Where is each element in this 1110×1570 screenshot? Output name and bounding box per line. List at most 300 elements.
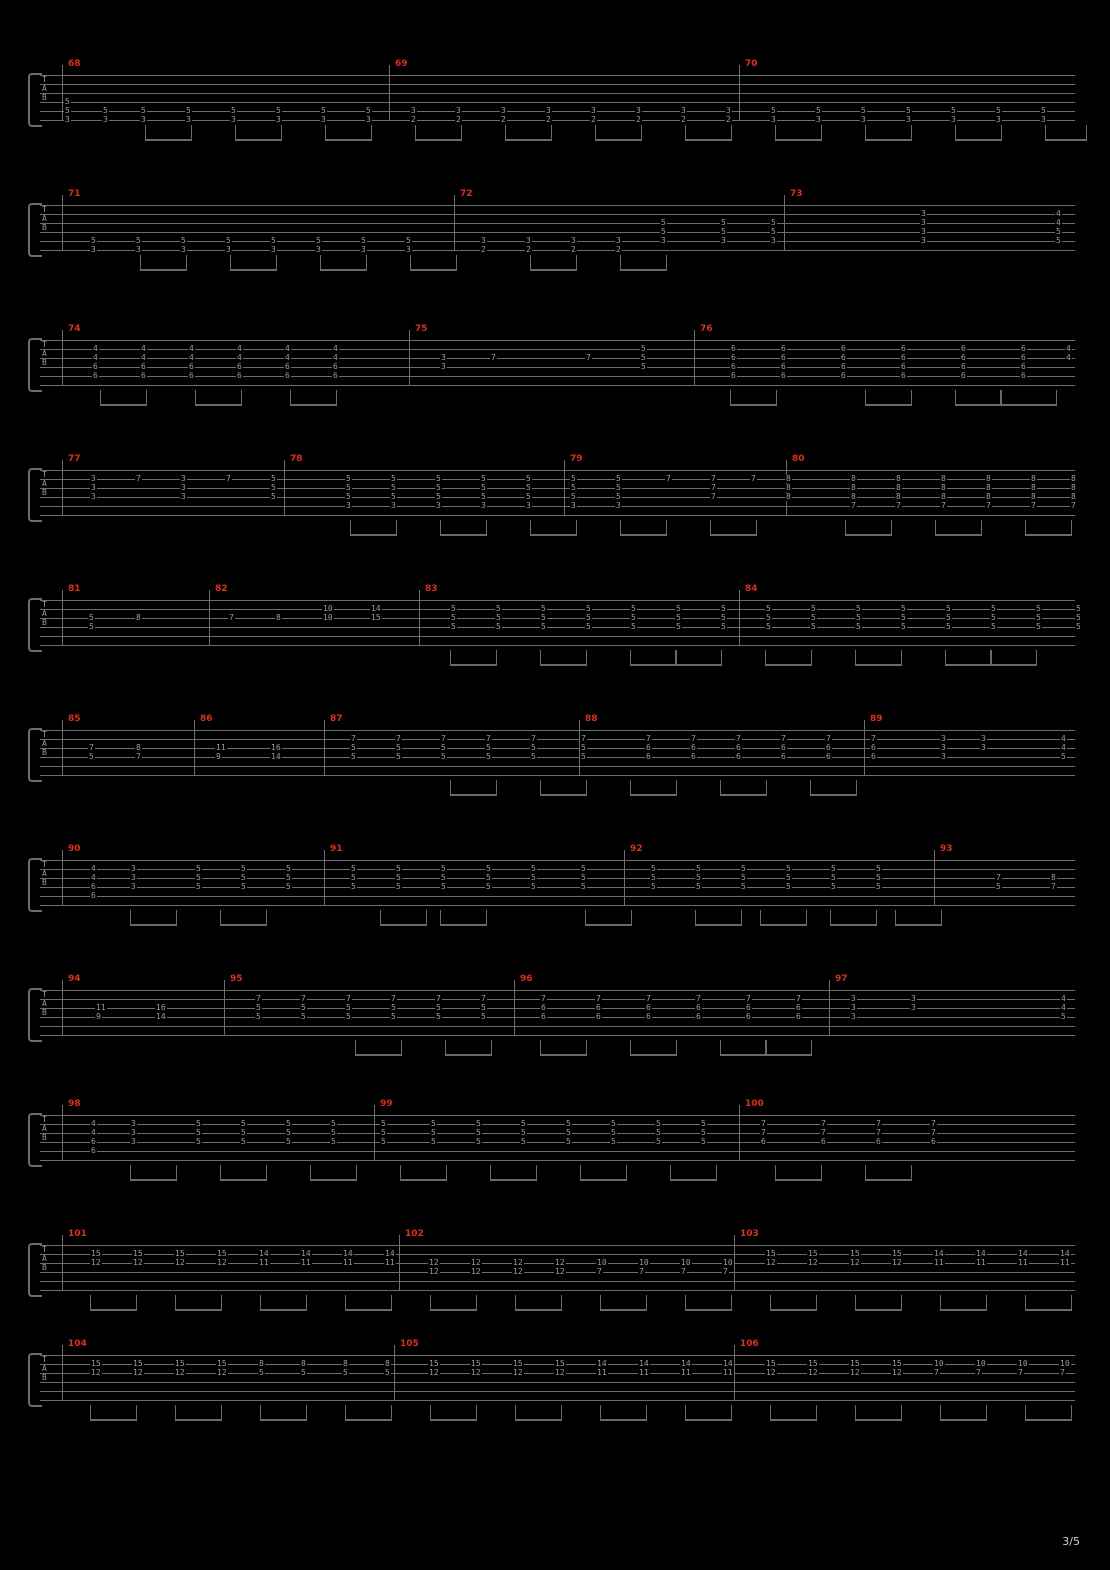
fret-number: 6 — [237, 371, 242, 380]
fret-number: 5 — [571, 492, 576, 501]
fret-number: 5 — [901, 613, 906, 622]
measure-number: 84 — [745, 584, 758, 594]
staff-system — [40, 59, 1075, 124]
fret-number: 5 — [1036, 613, 1041, 622]
fret-number: 6 — [961, 353, 966, 362]
page-number: 3/5 — [1062, 1535, 1080, 1548]
fret-number: 5 — [566, 1119, 571, 1128]
fret-number: 5 — [276, 106, 281, 115]
fret-number: 3 — [981, 743, 986, 752]
fret-number: 5 — [831, 864, 836, 873]
measure-number: 70 — [745, 59, 758, 69]
beam-group — [720, 780, 767, 796]
fret-number: 3 — [441, 353, 446, 362]
beam-group — [770, 1405, 817, 1421]
fret-number: 8 — [851, 483, 856, 492]
fret-number: 15 — [892, 1359, 902, 1368]
fret-number: 15 — [850, 1249, 860, 1258]
fret-number: 3 — [231, 115, 236, 124]
beam-group — [830, 910, 877, 926]
fret-number: 12 — [513, 1267, 523, 1276]
measure-number: 97 — [835, 974, 848, 984]
fret-number: 2 — [591, 115, 596, 124]
fret-number: 5 — [346, 474, 351, 483]
fret-number: 5 — [766, 604, 771, 613]
fret-number: 9 — [96, 1012, 101, 1021]
fret-number: 7 — [1051, 882, 1056, 891]
fret-number: 3 — [411, 106, 416, 115]
fret-number: 6 — [901, 344, 906, 353]
fret-number: 3 — [131, 1128, 136, 1137]
fret-number: 4 — [285, 353, 290, 362]
fret-number: 6 — [1021, 353, 1026, 362]
fret-number: 5 — [701, 1137, 706, 1146]
fret-number: 5 — [286, 873, 291, 882]
fret-number: 5 — [721, 604, 726, 613]
barline — [62, 330, 63, 386]
fret-number: 6 — [876, 1137, 881, 1146]
fret-number: 5 — [103, 106, 108, 115]
fret-number: 15 — [217, 1249, 227, 1258]
beam-group — [380, 910, 427, 926]
measure-number: 88 — [585, 714, 598, 724]
beam-group — [450, 780, 497, 796]
fret-number: 3 — [941, 734, 946, 743]
beam-group — [515, 1295, 562, 1311]
fret-number: 8 — [941, 483, 946, 492]
fret-number: 6 — [731, 371, 736, 380]
fret-number: 5 — [259, 1368, 264, 1377]
fret-number: 5 — [241, 1137, 246, 1146]
fret-number: 6 — [761, 1137, 766, 1146]
beam-group — [810, 780, 857, 796]
fret-number: 5 — [1076, 613, 1081, 622]
fret-number: 6 — [237, 362, 242, 371]
fret-number: 8 — [786, 474, 791, 483]
fret-number: 15 — [371, 613, 381, 622]
fret-number: 6 — [189, 362, 194, 371]
fret-number: 5 — [436, 483, 441, 492]
barline — [389, 65, 390, 121]
fret-number: 7 — [226, 474, 231, 483]
fret-number: 3 — [921, 227, 926, 236]
fret-number: 3 — [391, 501, 396, 510]
fret-number: 3 — [681, 106, 686, 115]
fret-number: 5 — [231, 106, 236, 115]
fret-number: 7 — [723, 1267, 728, 1276]
fret-number: 5 — [951, 106, 956, 115]
fret-number: 8 — [986, 483, 991, 492]
fret-number: 3 — [981, 734, 986, 743]
tab-staff — [40, 1229, 1075, 1291]
fret-number: 4 — [285, 344, 290, 353]
fret-number: 5 — [241, 1128, 246, 1137]
beam-group — [130, 910, 177, 926]
fret-number: 5 — [346, 1012, 351, 1021]
fret-number: 7 — [711, 483, 716, 492]
fret-number: 7 — [586, 353, 591, 362]
fret-number: 5 — [656, 1137, 661, 1146]
beam-group — [100, 390, 147, 406]
fret-number: 12 — [555, 1258, 565, 1267]
fret-number: 6 — [691, 743, 696, 752]
tab-staff — [40, 974, 1075, 1036]
beam-group — [410, 255, 457, 271]
fret-number: 15 — [808, 1359, 818, 1368]
fret-number: 8 — [1071, 483, 1076, 492]
measure-number: 82 — [215, 584, 228, 594]
fret-number: 15 — [175, 1249, 185, 1258]
measure-number: 71 — [68, 189, 81, 199]
fret-number: 5 — [286, 882, 291, 891]
beam-group — [595, 125, 642, 141]
barline — [62, 1105, 63, 1161]
tab-staff — [40, 189, 1075, 254]
fret-number: 5 — [531, 864, 536, 873]
fret-number: 7 — [691, 734, 696, 743]
fret-number: 4 — [91, 1128, 96, 1137]
measure-number: 72 — [460, 189, 473, 199]
fret-number: 5 — [476, 1119, 481, 1128]
fret-number: 5 — [406, 236, 411, 245]
fret-number: 8 — [786, 483, 791, 492]
fret-number: 12 — [808, 1258, 818, 1267]
fret-number: 7 — [396, 734, 401, 743]
measure-number: 92 — [630, 844, 643, 854]
fret-number: 5 — [696, 864, 701, 873]
barline — [694, 330, 695, 386]
staff-lines — [40, 470, 1075, 516]
fret-number: 8 — [941, 474, 946, 483]
fret-number: 7 — [871, 734, 876, 743]
fret-number: 3 — [181, 245, 186, 254]
fret-number: 5 — [676, 613, 681, 622]
fret-number: 6 — [691, 752, 696, 761]
fret-number: 5 — [316, 236, 321, 245]
beam-group — [310, 1165, 357, 1181]
barline — [564, 460, 565, 516]
fret-number: 4 — [91, 864, 96, 873]
fret-number: 6 — [646, 743, 651, 752]
fret-number: 10 — [323, 613, 333, 622]
fret-number: 3 — [131, 1137, 136, 1146]
measure-number: 75 — [415, 324, 428, 334]
barline — [734, 1235, 735, 1291]
fret-number: 3 — [661, 236, 666, 245]
fret-number: 3 — [406, 245, 411, 254]
fret-number: 6 — [821, 1137, 826, 1146]
fret-number: 5 — [541, 604, 546, 613]
fret-number: 2 — [456, 115, 461, 124]
measure-number: 69 — [395, 59, 408, 69]
fret-number: 5 — [991, 622, 996, 631]
fret-number: 5 — [641, 353, 646, 362]
fret-number: 5 — [486, 743, 491, 752]
fret-number: 5 — [391, 483, 396, 492]
fret-number: 3 — [481, 501, 486, 510]
fret-number: 6 — [901, 362, 906, 371]
fret-number: 7 — [681, 1267, 686, 1276]
system-brace — [28, 1353, 42, 1407]
fret-number: 7 — [1071, 501, 1076, 510]
tab-staff — [40, 584, 1081, 646]
fret-number: 5 — [1056, 227, 1061, 236]
fret-number: 6 — [141, 371, 146, 380]
fret-number: 9 — [216, 752, 221, 761]
beam-group — [440, 520, 487, 536]
beam-group — [855, 1295, 902, 1311]
fret-number: 3 — [616, 236, 621, 245]
beam-group — [585, 910, 632, 926]
fret-number: 6 — [731, 344, 736, 353]
fret-number: 7 — [696, 994, 701, 1003]
fret-number: 5 — [581, 873, 586, 882]
fret-number: 11 — [259, 1258, 269, 1267]
fret-number: 15 — [429, 1359, 439, 1368]
fret-number: 14 — [976, 1249, 986, 1258]
fret-number: 5 — [441, 873, 446, 882]
fret-number: 5 — [1061, 1012, 1066, 1021]
fret-number: 5 — [771, 218, 776, 227]
fret-number: 11 — [976, 1258, 986, 1267]
beam-group — [450, 650, 497, 666]
fret-number: 7 — [821, 1128, 826, 1137]
fret-number: 5 — [766, 622, 771, 631]
fret-number: 5 — [65, 106, 70, 115]
tab-staff — [40, 1339, 1075, 1401]
fret-number: 14 — [271, 752, 281, 761]
fret-number: 7 — [876, 1128, 881, 1137]
fret-number: 3 — [951, 115, 956, 124]
measure-number: 68 — [68, 59, 81, 69]
tab-clef: T A B — [42, 75, 47, 102]
beam-group — [620, 255, 667, 271]
fret-number: 6 — [285, 371, 290, 380]
fret-number: 5 — [906, 106, 911, 115]
fret-number: 3 — [771, 115, 776, 124]
fret-number: 5 — [271, 474, 276, 483]
system-brace — [28, 73, 42, 127]
fret-number: 5 — [656, 1128, 661, 1137]
fret-number: 7 — [746, 994, 751, 1003]
fret-number: 11 — [934, 1258, 944, 1267]
fret-number: 5 — [701, 1128, 706, 1137]
measure-number: 102 — [405, 1229, 424, 1239]
fret-number: 5 — [286, 1119, 291, 1128]
fret-number: 3 — [921, 209, 926, 218]
fret-number: 5 — [301, 1012, 306, 1021]
fret-number: 14 — [301, 1249, 311, 1258]
fret-number: 15 — [892, 1249, 902, 1258]
fret-number: 14 — [343, 1249, 353, 1258]
beam-group — [320, 255, 367, 271]
fret-number: 5 — [531, 743, 536, 752]
fret-number: 5 — [856, 604, 861, 613]
fret-number: 3 — [911, 994, 916, 1003]
fret-number: 12 — [766, 1258, 776, 1267]
fret-number: 3 — [996, 115, 1001, 124]
barline — [784, 195, 785, 251]
fret-number: 5 — [301, 1368, 306, 1377]
fret-number: 15 — [850, 1359, 860, 1368]
beam-group — [290, 390, 337, 406]
fret-number: 12 — [513, 1258, 523, 1267]
beam-group — [620, 520, 667, 536]
fret-number: 7 — [821, 1119, 826, 1128]
beam-group — [130, 1165, 177, 1181]
fret-number: 6 — [731, 362, 736, 371]
fret-number: 5 — [571, 483, 576, 492]
beam-group — [445, 1040, 492, 1056]
measure-number: 74 — [68, 324, 81, 334]
fret-number: 7 — [996, 873, 1001, 882]
fret-number: 6 — [731, 353, 736, 362]
fret-number: 5 — [196, 873, 201, 882]
beam-group — [865, 1165, 912, 1181]
fret-number: 5 — [196, 1119, 201, 1128]
barline — [739, 1105, 740, 1161]
fret-number: 5 — [361, 236, 366, 245]
fret-number: 2 — [481, 245, 486, 254]
beam-group — [845, 520, 892, 536]
fret-number: 6 — [1021, 344, 1026, 353]
fret-number: 6 — [93, 362, 98, 371]
beam-group — [720, 1040, 767, 1056]
fret-number: 4 — [1066, 353, 1071, 362]
fret-number: 5 — [396, 882, 401, 891]
fret-number: 3 — [276, 115, 281, 124]
fret-number: 6 — [91, 1137, 96, 1146]
fret-number: 11 — [301, 1258, 311, 1267]
barline — [324, 850, 325, 906]
system-brace — [28, 468, 42, 522]
fret-number: 8 — [1031, 492, 1036, 501]
fret-number: 8 — [986, 492, 991, 501]
beam-group — [675, 650, 722, 666]
fret-number: 5 — [441, 743, 446, 752]
fret-number: 8 — [941, 492, 946, 501]
fret-number: 3 — [321, 115, 326, 124]
fret-number: 7 — [301, 994, 306, 1003]
fret-number: 5 — [431, 1119, 436, 1128]
fret-number: 5 — [351, 882, 356, 891]
fret-number: 15 — [91, 1249, 101, 1258]
beam-group — [530, 255, 577, 271]
fret-number: 4 — [333, 344, 338, 353]
fret-number: 4 — [93, 353, 98, 362]
beam-group — [90, 1295, 137, 1311]
beam-group — [90, 1405, 137, 1421]
fret-number: 14 — [259, 1249, 269, 1258]
fret-number: 5 — [396, 743, 401, 752]
fret-number: 3 — [271, 245, 276, 254]
beam-group — [1025, 1405, 1072, 1421]
fret-number: 3 — [1041, 115, 1046, 124]
fret-number: 4 — [1066, 344, 1071, 353]
fret-number: 15 — [217, 1359, 227, 1368]
fret-number: 8 — [136, 743, 141, 752]
fret-number: 5 — [476, 1128, 481, 1137]
fret-number: 8 — [851, 492, 856, 501]
fret-number: 5 — [631, 613, 636, 622]
beam-group — [345, 1405, 392, 1421]
fret-number: 5 — [991, 604, 996, 613]
fret-number: 2 — [571, 245, 576, 254]
fret-number: 8 — [343, 1359, 348, 1368]
fret-number: 5 — [436, 474, 441, 483]
fret-number: 5 — [441, 752, 446, 761]
beam-group — [175, 1295, 222, 1311]
fret-number: 6 — [781, 353, 786, 362]
fret-number: 5 — [196, 864, 201, 873]
beam-group — [325, 125, 372, 141]
beam-group — [350, 520, 397, 536]
fret-number: 3 — [861, 115, 866, 124]
fret-number: 7 — [639, 1267, 644, 1276]
fret-number: 7 — [931, 1119, 936, 1128]
fret-number: 7 — [934, 1368, 939, 1377]
staff-system — [40, 454, 1076, 516]
fret-number: 11 — [597, 1368, 607, 1377]
fret-number: 5 — [136, 236, 141, 245]
fret-number: 6 — [781, 752, 786, 761]
fret-number: 7 — [346, 994, 351, 1003]
fret-number: 5 — [566, 1137, 571, 1146]
fret-number: 5 — [521, 1119, 526, 1128]
fret-number: 5 — [321, 106, 326, 115]
measure-number: 87 — [330, 714, 343, 724]
fret-number: 3 — [346, 501, 351, 510]
fret-number: 4 — [237, 353, 242, 362]
fret-number: 5 — [521, 1128, 526, 1137]
fret-number: 5 — [351, 752, 356, 761]
beam-group — [855, 1405, 902, 1421]
fret-number: 8 — [385, 1359, 390, 1368]
fret-number: 5 — [1036, 604, 1041, 613]
fret-number: 5 — [481, 474, 486, 483]
fret-number: 15 — [555, 1359, 565, 1368]
fret-number: 3 — [131, 1119, 136, 1128]
fret-number: 5 — [656, 1119, 661, 1128]
beam-group — [345, 1295, 392, 1311]
barline — [734, 1345, 735, 1401]
staff-system — [40, 324, 1075, 386]
fret-number: 5 — [481, 483, 486, 492]
fret-number: 3 — [131, 882, 136, 891]
fret-number: 5 — [89, 622, 94, 631]
fret-number: 3 — [361, 245, 366, 254]
fret-number: 5 — [611, 1128, 616, 1137]
fret-number: 6 — [871, 752, 876, 761]
fret-number: 8 — [896, 492, 901, 501]
measure-number: 99 — [380, 1099, 393, 1109]
fret-number: 5 — [996, 106, 1001, 115]
fret-number: 14 — [597, 1359, 607, 1368]
fret-number: 7 — [486, 734, 491, 743]
fret-number: 5 — [571, 474, 576, 483]
fret-number: 10 — [597, 1258, 607, 1267]
beam-group — [580, 1165, 627, 1181]
fret-number: 3 — [181, 483, 186, 492]
fret-number: 5 — [531, 752, 536, 761]
fret-number: 5 — [586, 622, 591, 631]
staff-system — [40, 1339, 1075, 1401]
fret-number: 7 — [531, 734, 536, 743]
fret-number: 3 — [816, 115, 821, 124]
fret-number: 11 — [681, 1368, 691, 1377]
fret-number: 5 — [346, 483, 351, 492]
fret-number: 3 — [226, 245, 231, 254]
